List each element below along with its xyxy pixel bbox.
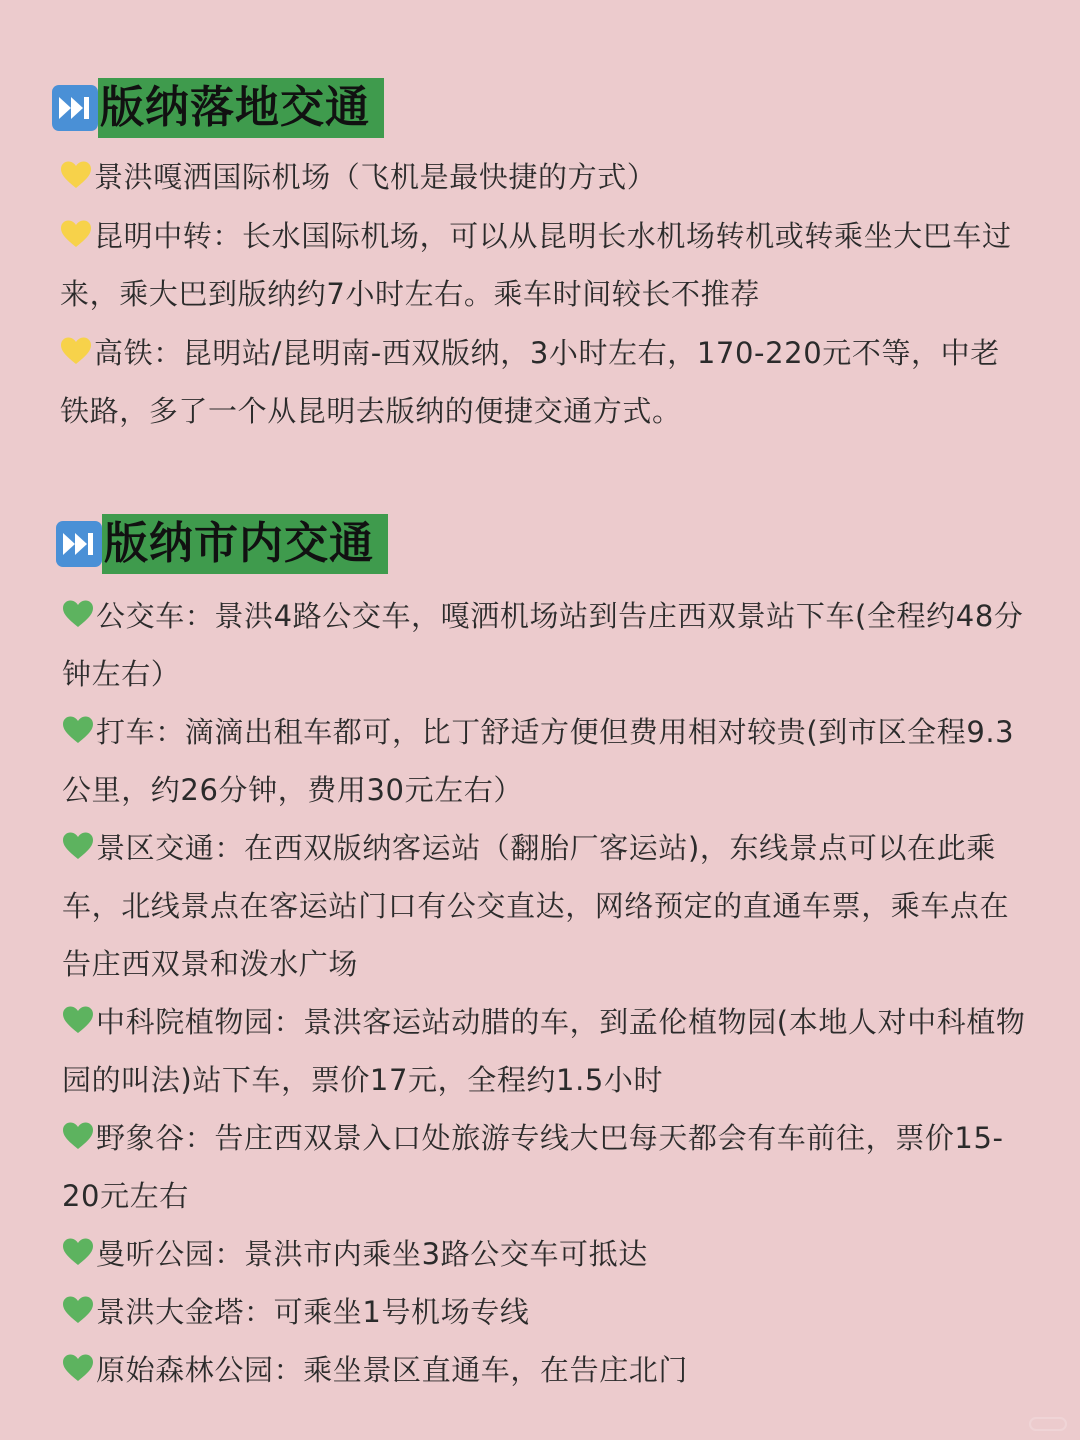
- list-item-text: 原始森林公园：乘坐景区直通车，在告庄北门: [96, 1353, 689, 1387]
- green-heart-icon: [62, 1237, 94, 1267]
- section-title-landing-transport: [52, 78, 384, 138]
- list-item-airport: [60, 148, 1024, 206]
- green-heart-icon: [62, 1005, 94, 1035]
- list-item-text: 景洪大金塔：可乘坐1号机场专线: [96, 1295, 530, 1329]
- list-item-bus: [62, 587, 1026, 703]
- section-title-city-transport: [56, 514, 388, 574]
- yellow-heart-icon: [60, 336, 92, 366]
- yellow-heart-icon: [60, 219, 92, 249]
- list-item-text: 野象谷：告庄西双景入口处旅游专线大巴每天都会有车前往，票价15-20元左右: [62, 1121, 1004, 1213]
- green-heart-icon: [62, 1295, 94, 1325]
- green-heart-icon: [62, 715, 94, 745]
- list-item-text: 公交车：景洪4路公交车，嘎洒机场站到告庄西双景站下车(全程约48分钟左右）: [62, 599, 1024, 691]
- list-item-manting-park: [62, 1225, 1026, 1283]
- list-item-text: 曼听公园：景洪市内乘坐3路公交车可抵达: [96, 1237, 648, 1271]
- list-item-text: 打车：滴滴出租车都可，比丁舒适方便但费用相对较贵(到市区全程9.3公里，约26分钟，费用30元左右）: [62, 715, 1015, 807]
- list-item-text: 景洪嘎洒国际机场（飞机是最快捷的方式）: [94, 160, 657, 194]
- list-item-text: 高铁：昆明站/昆明南-西双版纳，3小时左右，170-220元不等，中老铁路，多了一个从昆明去版纳的便捷交通方式。: [60, 336, 1000, 428]
- list-item-high-speed-rail: [60, 324, 1024, 440]
- watermark-logo: [1028, 1414, 1068, 1434]
- list-item-text: 中科院植物园：景洪客运站动腊的车，到孟伦植物园(本地人对中科植物园的叫法)站下车，票价17元，全程约1.5小时: [62, 1005, 1026, 1097]
- list-item-text: 景区交通：在西双版纳客运站（翻胎厂客运站)，东线景点可以在此乘车，北线景点在客运站门口有公交直达，网络预定的直通车票，乘车点在告庄西双景和泼水广场: [62, 831, 1010, 981]
- green-heart-icon: [62, 1353, 94, 1383]
- green-heart-icon: [62, 1121, 94, 1151]
- list-item-botanical-garden: [62, 993, 1026, 1109]
- fast-forward-icon: [52, 85, 98, 131]
- green-heart-icon: [62, 831, 94, 861]
- section-title-text: 版纳落地交通: [98, 78, 384, 138]
- fast-forward-icon: [56, 521, 102, 567]
- list-item-golden-pagoda: [62, 1283, 1026, 1341]
- list-item-text: 昆明中转：长水国际机场，可以从昆明长水机场转机或转乘坐大巴车过来，乘大巴到版纳约7小时左右。乘车时间较长不推荐: [60, 219, 1012, 311]
- list-item-wild-elephant-valley: [62, 1109, 1026, 1225]
- list-item-taxi: [62, 703, 1026, 819]
- list-item-scenic-transport: [62, 819, 1026, 993]
- list-item-kunming-transfer: [60, 207, 1024, 323]
- section-title-text: 版纳市内交通: [102, 514, 388, 574]
- list-item-forest-park: [62, 1341, 1026, 1399]
- yellow-heart-icon: [60, 160, 92, 190]
- green-heart-icon: [62, 599, 94, 629]
